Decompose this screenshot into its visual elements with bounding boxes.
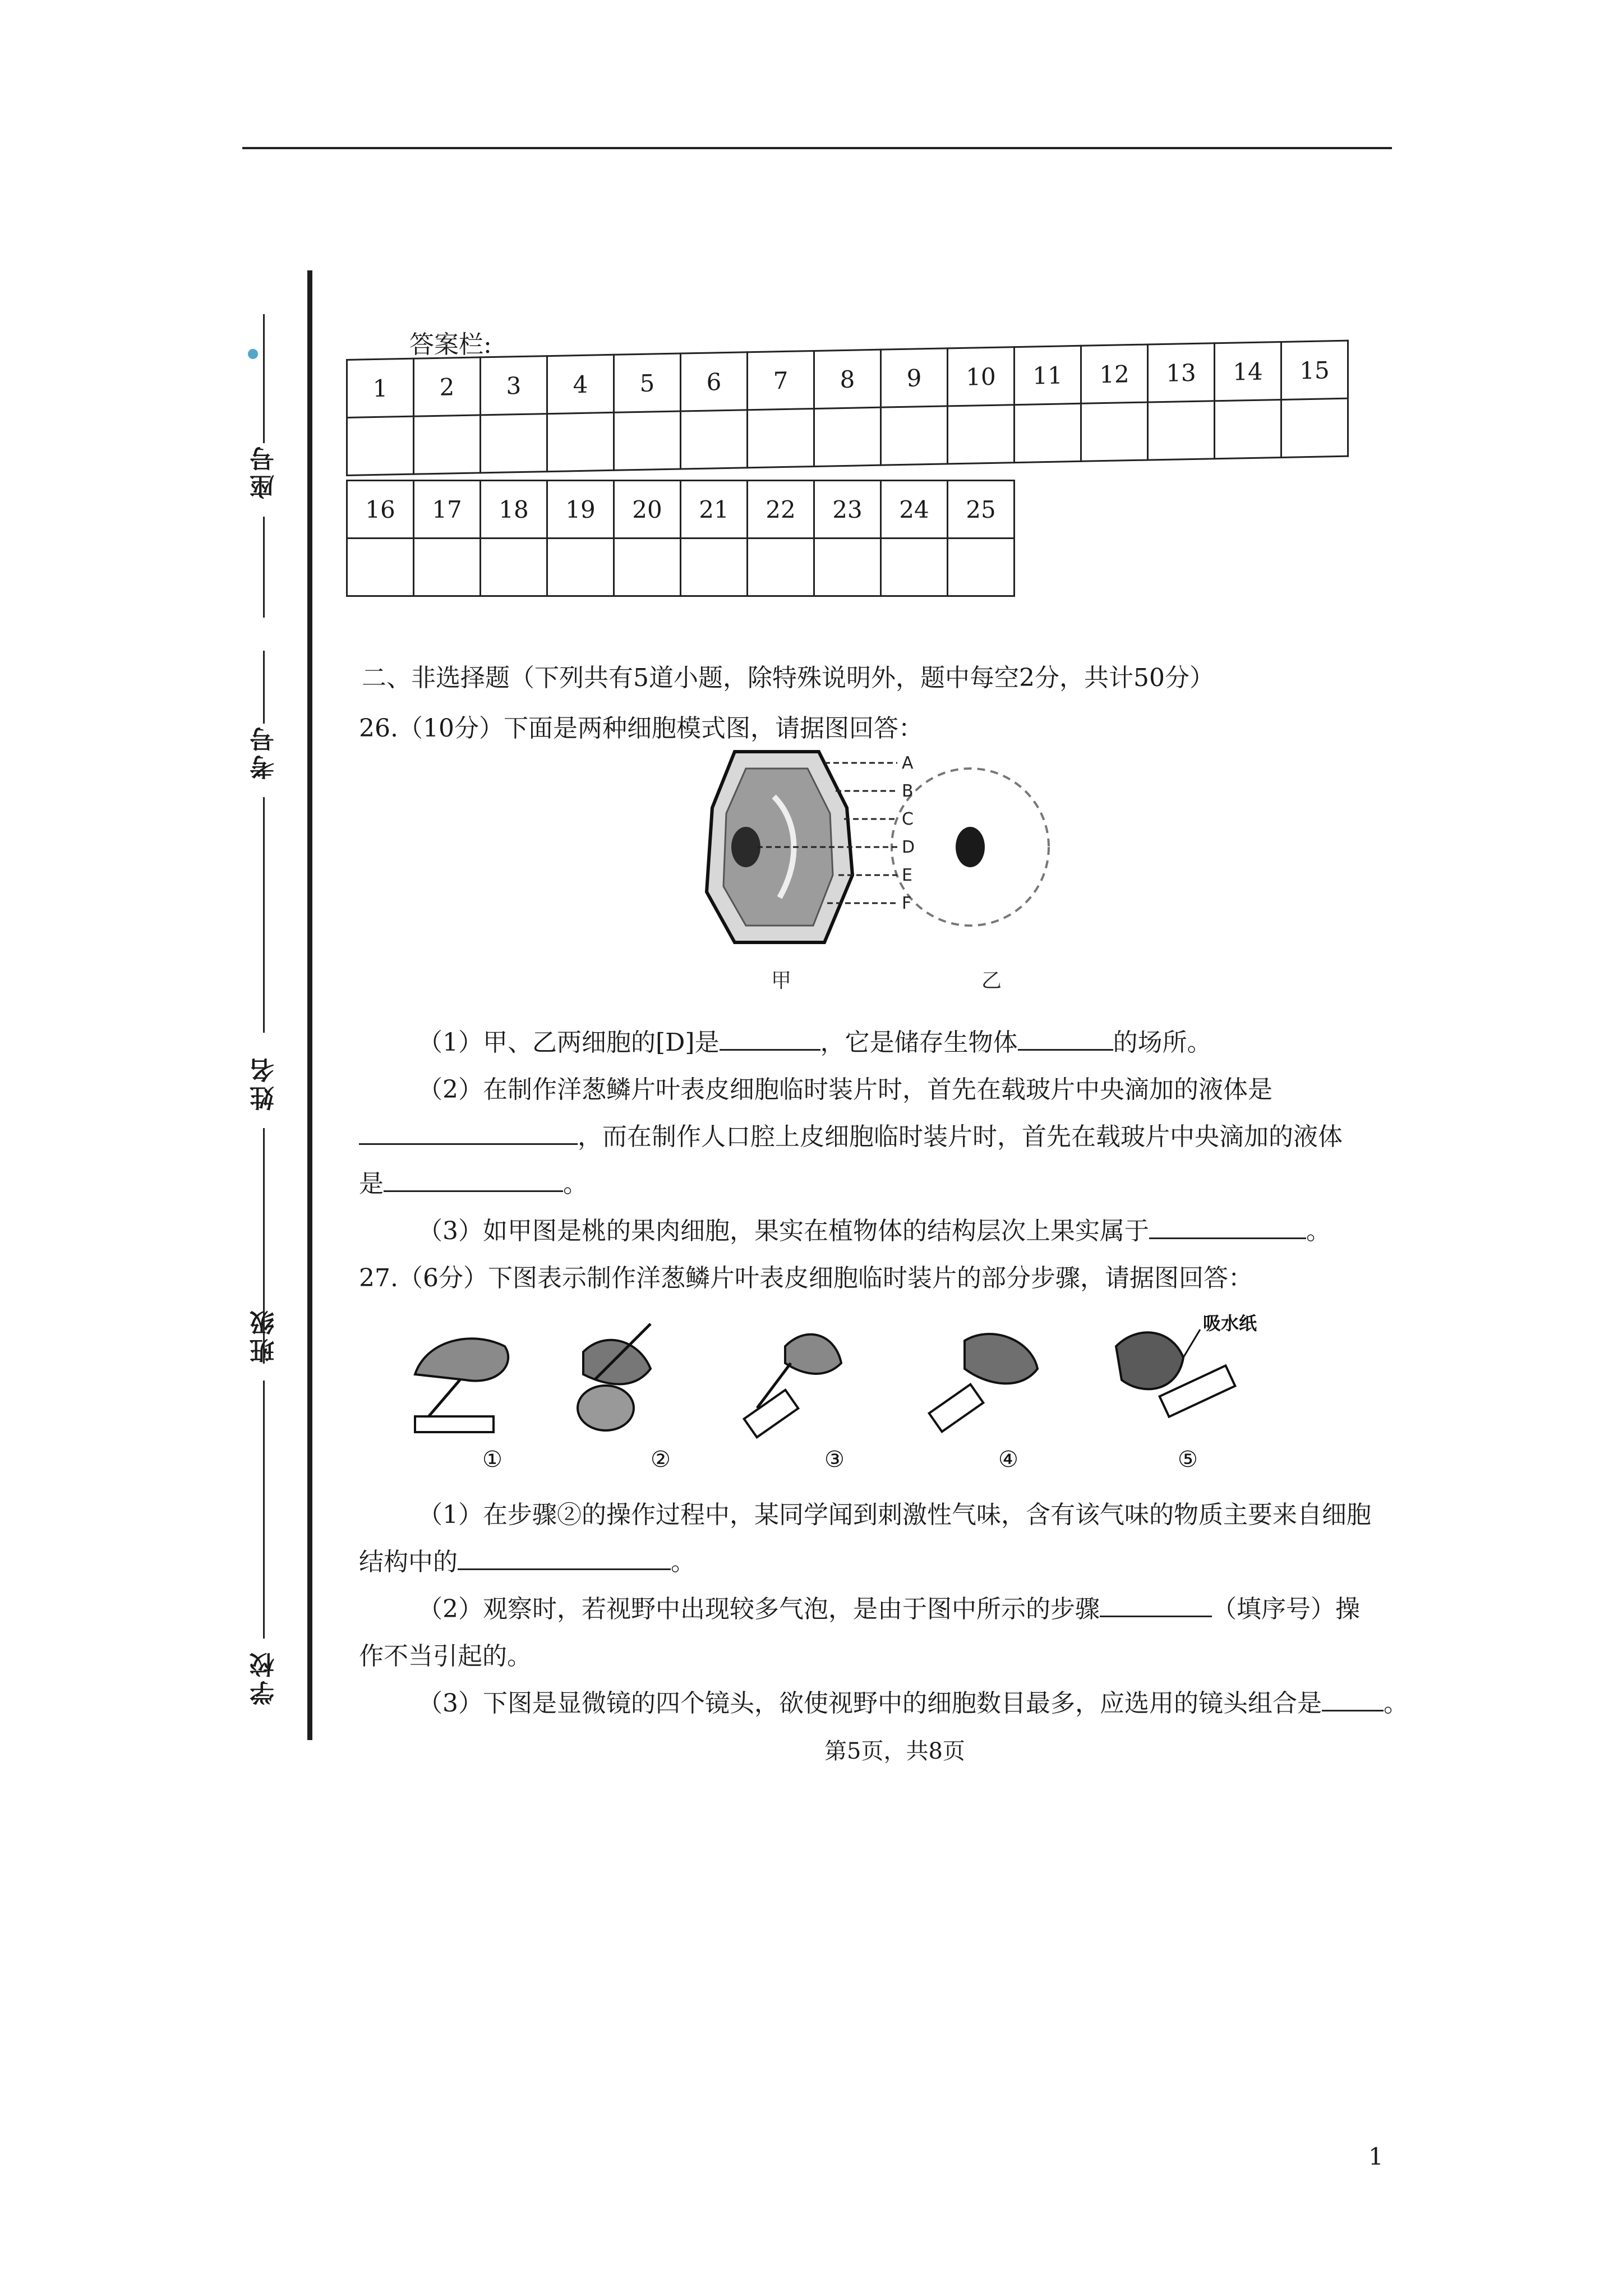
- q26-part3: （3）如甲图是桃的果肉细胞，果实在植物体的结构层次上果实属于 。: [418, 1211, 1331, 1246]
- answer-box[interactable]: [1081, 402, 1148, 461]
- school-label: 学校: [250, 1649, 279, 1705]
- answer-number: 22: [748, 481, 814, 539]
- q27-blank-1[interactable]: [458, 1544, 671, 1570]
- step-3-label: ③: [824, 1447, 845, 1473]
- seat-number-label: 座号: [247, 314, 280, 618]
- answer-number: 11: [1015, 346, 1081, 404]
- step-5-drawing: [1116, 1313, 1257, 1417]
- step-4-label: ④: [998, 1447, 1018, 1473]
- label-a: A: [902, 753, 914, 773]
- q27-part1-line1: （1）在步骤②的操作过程中，某同学闻到刺激性气味，含有该气味的物质主要来自细胞: [418, 1501, 1371, 1529]
- q26-blank-4[interactable]: [384, 1166, 563, 1192]
- label-c: C: [902, 809, 914, 829]
- absorbent-paper-label: 吸水纸: [1203, 1313, 1257, 1334]
- step-1-label: ①: [482, 1447, 502, 1473]
- q27-part2-line1: （2）观察时，若视野中出现较多气泡，是由于图中所示的步骤 （填序号）操: [418, 1589, 1360, 1625]
- answer-number: 17: [414, 481, 481, 539]
- q27-blank-3[interactable]: [1322, 1685, 1384, 1711]
- answer-box[interactable]: [681, 539, 748, 596]
- q26-part2-line3: 是 。: [359, 1163, 588, 1199]
- answer-grid-number-row: [347, 481, 1015, 539]
- answer-number: 15: [1281, 341, 1348, 399]
- q27-part2-line2: 作不当引起的。: [359, 1642, 532, 1671]
- answer-box[interactable]: [347, 539, 414, 596]
- answer-number: 12: [1081, 344, 1148, 403]
- answer-number: 6: [681, 352, 748, 411]
- q26-part1: （1）甲、乙两细胞的[D]是 ，它是储存生物体 的场所。: [418, 1022, 1212, 1058]
- answer-number: 21: [681, 481, 748, 539]
- caption-jia: 甲: [771, 969, 792, 992]
- step-1-drawing: [415, 1338, 508, 1432]
- step-2-label: ②: [651, 1447, 671, 1473]
- answer-number: 3: [481, 356, 547, 415]
- label-b: B: [902, 781, 914, 801]
- answer-number: 13: [1148, 343, 1215, 402]
- answer-box[interactable]: [614, 539, 681, 596]
- step-numbers: [482, 1447, 1198, 1473]
- answer-box[interactable]: [1215, 399, 1281, 458]
- answer-box[interactable]: [547, 412, 614, 471]
- answer-number: 18: [481, 481, 547, 539]
- q26-blank-2[interactable]: [1018, 1024, 1113, 1051]
- q26-part2-line1: （2）在制作洋葱鳞片叶表皮细胞临时装片时，首先在载玻片中央滴加的液体是: [418, 1075, 1272, 1104]
- label-f: F: [902, 894, 912, 913]
- answer-sheet-title: 答案栏:: [409, 330, 492, 359]
- answer-box[interactable]: [1015, 403, 1081, 462]
- answer-number: 20: [614, 481, 681, 539]
- answer-grid-1-15: [346, 340, 1349, 476]
- answer-box[interactable]: [614, 411, 681, 470]
- answer-number: 5: [614, 353, 681, 412]
- answer-number: 16: [347, 481, 414, 539]
- animal-cell: [892, 769, 1049, 926]
- q26-blank-5[interactable]: [1149, 1213, 1306, 1239]
- q27-stem: 27.（6分）下图表示制作洋葱鳞片叶表皮细胞临时装片的部分步骤，请据图回答：: [359, 1264, 1253, 1292]
- answer-box[interactable]: [814, 407, 881, 466]
- page-number-text: 第5页，共8页: [824, 1738, 965, 1764]
- animal-nucleus: [956, 827, 985, 867]
- step-5-label: ⑤: [1178, 1447, 1198, 1473]
- q26-blank-1[interactable]: [720, 1024, 820, 1051]
- answer-number: 25: [948, 481, 1015, 539]
- exam-number-label: 考号: [247, 651, 280, 1033]
- corner-page-number: 1: [1368, 2143, 1384, 2170]
- label-e: E: [902, 866, 912, 885]
- answer-box[interactable]: [481, 414, 547, 473]
- cell-diagram: [695, 746, 1066, 999]
- class-blank: [263, 1381, 265, 1639]
- answer-grid-blank-row: [347, 539, 1015, 596]
- plant-nucleus: [731, 827, 760, 867]
- answer-number: 10: [948, 347, 1015, 406]
- answer-number: 7: [748, 351, 814, 409]
- answer-box[interactable]: [748, 408, 814, 467]
- answer-grid-16-25: [346, 480, 1015, 597]
- answer-number: 1: [347, 358, 414, 417]
- q26-part2-line2: ，而在制作人口腔上皮细胞临时装片时，首先在载玻片中央滴加的液体: [359, 1116, 1343, 1152]
- answer-box[interactable]: [948, 405, 1015, 464]
- answer-box[interactable]: [347, 416, 414, 475]
- label-d: D: [902, 838, 915, 857]
- answer-box[interactable]: [481, 539, 547, 596]
- figure-captions: [771, 969, 1002, 992]
- answer-box[interactable]: [1281, 398, 1348, 457]
- header-rule: [242, 147, 1392, 149]
- answer-box[interactable]: [881, 406, 948, 465]
- answer-number: 9: [881, 348, 948, 407]
- q27-blank-2[interactable]: [1100, 1591, 1212, 1617]
- answer-number: 19: [547, 481, 614, 539]
- seat-number-blank: [263, 314, 265, 443]
- step-3-drawing: [744, 1335, 841, 1437]
- answer-number: 8: [814, 349, 881, 408]
- q27-part3: （3）下图是显微镜的四个镜头，欲使视野中的细胞数目最多，应选用的镜头组合是 。: [418, 1683, 1408, 1719]
- q26-stem: 26.（10分）下面是两种细胞模式图，请据图回答：: [359, 714, 923, 743]
- answer-box[interactable]: [881, 539, 948, 596]
- answer-box[interactable]: [414, 415, 481, 474]
- binding-line: [307, 270, 312, 1740]
- answer-box[interactable]: [681, 410, 748, 469]
- answer-number: 4: [547, 355, 614, 413]
- q26-blank-3[interactable]: [359, 1119, 578, 1145]
- answer-number: 2: [414, 357, 481, 416]
- answer-box[interactable]: [948, 539, 1015, 596]
- answer-box[interactable]: [1148, 401, 1215, 460]
- caption-yi: 乙: [981, 969, 1002, 992]
- answer-box[interactable]: [414, 539, 481, 596]
- answer-number: 24: [881, 481, 948, 539]
- q27-part1-line2: 结构中的 。: [359, 1542, 695, 1577]
- answer-box[interactable]: [814, 539, 881, 596]
- name-label: 姓名: [247, 1055, 280, 1364]
- section-heading: 二、非选择题（下列共有5道小题，除特殊说明外，题中每空2分，共计50分）: [362, 664, 1214, 692]
- answer-number: 14: [1215, 342, 1281, 401]
- answer-number: 23: [814, 481, 881, 539]
- step-4-drawing: [929, 1334, 1038, 1432]
- answer-box[interactable]: [748, 539, 814, 596]
- class-label: 班级: [247, 1307, 280, 1639]
- step-2-drawing: [578, 1324, 651, 1430]
- exam-number-blank: [263, 651, 265, 724]
- answer-box[interactable]: [547, 539, 614, 596]
- slide-steps-figure: [393, 1296, 1267, 1475]
